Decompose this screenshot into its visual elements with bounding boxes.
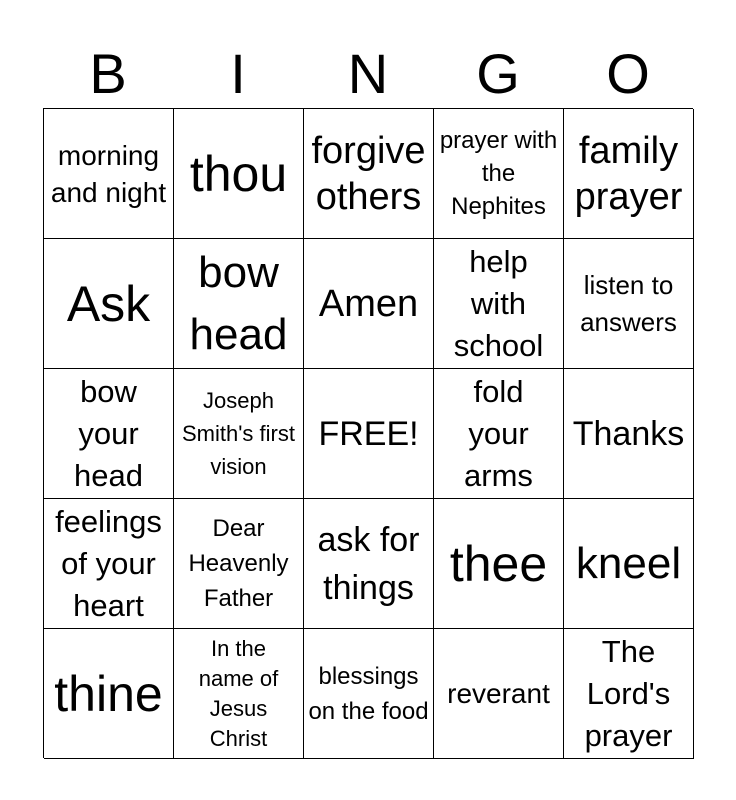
cell-text: The Lord's prayer (584, 633, 673, 753)
cell-text: morning and night (50, 139, 167, 208)
header-letter-g: G (476, 42, 520, 105)
cell-text: forgive others (311, 129, 426, 218)
cell-text: fold your arms (464, 373, 533, 493)
bingo-cell[interactable] (564, 239, 694, 369)
bingo-cell[interactable] (304, 369, 434, 499)
cell-text: In the name of Jesus Christ (198, 635, 279, 751)
bingo-cell[interactable] (434, 369, 564, 499)
bingo-cell[interactable] (174, 369, 304, 499)
bingo-cell[interactable] (44, 499, 174, 629)
bingo-board (43, 108, 693, 758)
cell-text: Thanks (572, 414, 685, 453)
cell-text: family prayer (574, 129, 683, 218)
bingo-cell[interactable] (304, 499, 434, 629)
cell-text: Joseph Smith's first vision (182, 388, 295, 479)
cell-text: blessings on the food (308, 662, 429, 725)
cell-text: kneel (575, 538, 682, 588)
cell-text: bow head (189, 247, 288, 359)
bingo-cell[interactable] (304, 109, 434, 239)
bingo-cell[interactable] (44, 369, 174, 499)
cell-text: Amen (318, 282, 419, 325)
cell-text: Ask (66, 275, 151, 332)
cell-text: ask for things (317, 520, 420, 607)
bingo-cell[interactable] (174, 109, 304, 239)
cell-text: listen to answers (580, 269, 677, 337)
bingo-cell[interactable] (44, 109, 174, 239)
bingo-cell[interactable] (564, 629, 694, 759)
cell-text: reverant (447, 678, 550, 709)
cell-text: bow your head (74, 373, 143, 493)
cell-text: thee (449, 535, 548, 592)
bingo-cell[interactable] (44, 239, 174, 369)
cell-text: prayer with the Nephites (439, 127, 558, 220)
header-letter-o: O (606, 42, 650, 105)
bingo-cell[interactable] (434, 239, 564, 369)
bingo-cell[interactable] (44, 629, 174, 759)
bingo-cell[interactable] (434, 499, 564, 629)
cell-text: feelings of your heart (55, 503, 162, 623)
header-letter-i: I (230, 42, 246, 105)
bingo-header (43, 40, 693, 108)
bingo-cell[interactable] (564, 109, 694, 239)
bingo-cell[interactable] (434, 109, 564, 239)
bingo-cell[interactable] (564, 499, 694, 629)
bingo-cell[interactable] (564, 369, 694, 499)
bingo-cell[interactable] (434, 629, 564, 759)
cell-text: thine (54, 665, 163, 722)
bingo-cell[interactable] (174, 629, 304, 759)
cell-text: help with school (453, 243, 544, 363)
header-letter-b: B (89, 42, 127, 105)
bingo-cell[interactable] (174, 499, 304, 629)
bingo-cell[interactable] (174, 239, 304, 369)
bingo-cell[interactable] (304, 629, 434, 759)
cell-text: FREE! (318, 414, 419, 453)
header-letter-n: N (347, 42, 389, 105)
cell-text: Dear Heavenly Father (188, 515, 289, 612)
cell-text: thou (189, 145, 288, 202)
bingo-cell[interactable] (304, 239, 434, 369)
